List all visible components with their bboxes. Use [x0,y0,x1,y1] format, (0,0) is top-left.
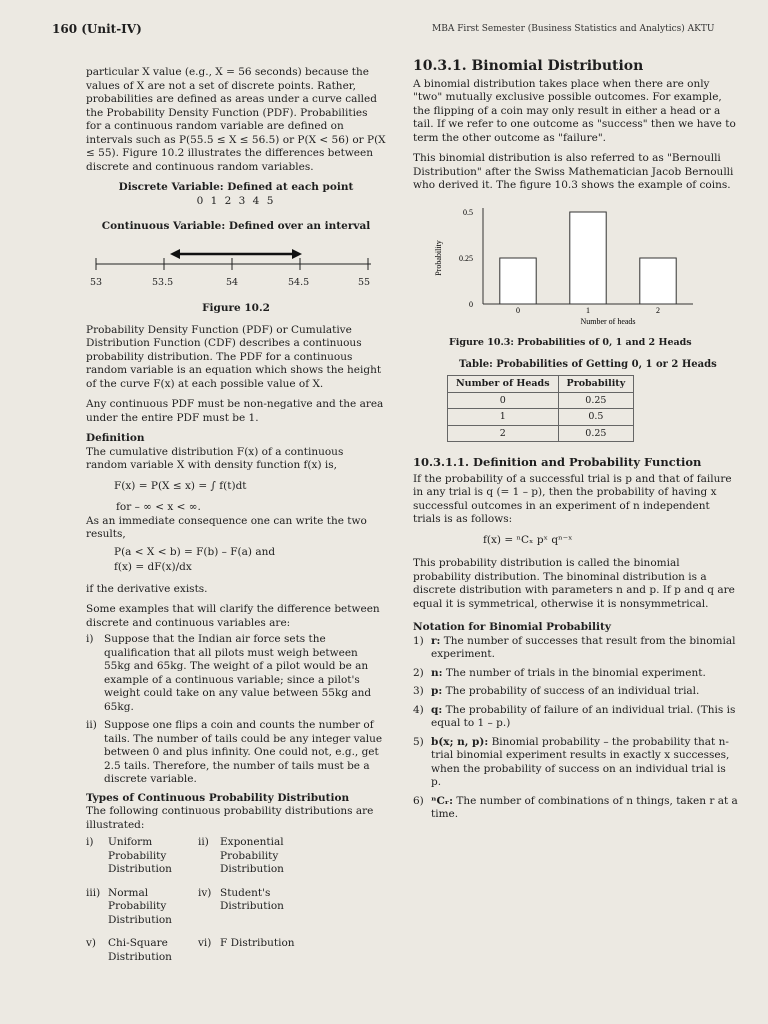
table-cell: 0.5 [558,409,634,426]
examples-intro: Some examples that will clarify the difference between discrete and continuous variables are: [86,603,380,629]
list-item: F Distribution [220,937,295,949]
list-item: Exponential Probability Distribution [220,836,284,875]
list-item: 1) r: The number of successes that result from the binomial experiment. [413,634,736,660]
section-heading [413,60,738,74]
derivative-note: if the derivative exists. [86,582,208,595]
pdf-rule: Any continuous PDF must be non-negative and the area under the entire PDF must be 1. [86,398,384,424]
list-item: 6) ⁿCᵣ: The number of combinations of n things, taken r at a time. [413,794,738,820]
table-cell: 2 [448,425,559,442]
x-tick-label: 1 [586,305,590,315]
tick-label: 55 [358,277,371,288]
bar [570,212,606,304]
discrete-points: 0 1 2 3 4 5 [196,194,276,207]
list-item: Chi-Square Distribution [108,937,172,963]
cdf-formula: F(x) = P(X ≤ x) = ∫ f(t)dt [114,479,247,492]
list-num: iv) [198,886,212,899]
distribution-list [86,836,386,964]
table-row [448,425,634,442]
list-num: v) [86,937,97,949]
definition-heading: Definition [86,432,145,444]
tick-label: 54 [226,277,239,288]
list-num: vi) [198,937,212,949]
list-item: 2) n: The number of trials in the binomial experiment. [413,666,706,679]
table-caption: Table: Probabilities of Getting 0, 1 or 2 Heads [459,358,717,370]
axis-tick-labels [86,276,386,290]
continuous-figure [86,220,386,298]
list-item: Uniform Probability Distribution [108,836,172,875]
y-tick-label: 0.5 [463,207,473,217]
table-row [448,409,634,426]
definition-text: If the probability of a successful trial is p and that of failure in any trial is q (= 1 – p), then the probability of having x successful outcomes in an experiment of n independent trials is as follows: [413,472,732,525]
x-tick-label: 0 [516,305,520,315]
left-column [86,66,386,964]
list-num: ii) [198,836,209,848]
list-item: Normal Probability Distribution [108,886,172,926]
chart-svg [413,200,713,330]
bernoulli-paragraph: This binomial distribution is also referred to as "Bernoulli Distribution" after the Swiss Mathematician Jacob Bernoulli who derived it. The figure 10.3 shows the example of coins. [413,152,734,191]
discrete-label: Discrete Variable: Defined at each point [118,181,354,193]
number-line [86,246,386,298]
types-intro: The following continuous probability distributions are illustrated: [86,805,374,831]
table-row [448,392,634,409]
arrow-right-head [292,249,302,259]
list-item: 5) b(x; n, p): Binomial probability – the probability that n-trial binomial experiment results in exactly x successes, when the probability of success on an individual trial is p. [413,735,730,788]
binomial-intro: A binomial distribution takes place when there are only "two" mutually exclusive possible outcomes. For example, the flipping of a coin may only result in either a head or a tail. If we refer to one outcome as "success" then we have to term the other outcome as "failure". [413,77,736,144]
list-item: ii) Suppose one flips a coin and counts the number of tails. The number of tails could be any integer value between 0 and plus infinity. One could not, e.g., get 2.5 tails. Therefore, the number of tails must be a discrete variable. [86,719,383,785]
continuous-label: Continuous Variable: Defined over an interval [101,220,371,232]
tick-label: 53 [90,277,103,288]
y-tick-label: 0.25 [459,253,473,263]
table-cell: 1 [448,409,559,426]
y-tick-label: 0 [469,299,473,309]
subsection-heading [413,456,738,470]
examples-list [86,633,386,787]
x-axis-label: Number of heads [580,316,636,326]
distribution-paragraph: This probability distribution is called the binomial probability distribution. The binominal distribution is a discrete distribution with parameters n and p. If p and q are equal it is symmetrical, otherwise it is nonsymmetrical. [413,557,735,610]
x-tick-label: 2 [656,305,660,315]
bar [640,258,676,304]
subsection-number: 10.3.1.1. [413,455,470,469]
interval-formula: P(a < X < b) = F(b) – F(a) and [114,545,276,558]
bar [500,258,536,304]
notation-list [413,635,738,822]
tick-label: 54.5 [288,277,310,288]
list-item: 4) q: The probability of failure of an individual trial. (This is equal to 1 – p.) [413,703,736,729]
section-number: 10.3.1. [413,58,467,74]
definition-text: The cumulative distribution F(x) of a continuous random variable X with density function f(x) is, [86,445,344,471]
column-header: Number of Heads [448,376,559,393]
table-cell: 0.25 [558,392,634,409]
right-column [413,60,738,827]
page-number: 160 (Unit-IV) [52,22,142,36]
probability-table [447,375,634,442]
table-cell: 0.25 [558,425,634,442]
formula-range: for – ∞ < x < ∞. [116,501,201,513]
intro-paragraph: particular X value (e.g., X = 56 seconds) because the values of X are not a set of discrete points. Rather, probabilities are defined as areas under a curve called the Probability Density Function (PDF). Probabilities for a continuous random variable are defined on intervals such as P(55.5 ≤ X ≤ 56.5) or P(X < 56) or P(X ≤ 55). Figure 10.2 illustrates the differences between discrete and continuous random variables. [86,66,386,173]
arrow-left-head [170,249,180,259]
formula-intro: As an immediate consequence one can write the two results, [86,514,367,540]
pdf-paragraph: Probability Density Function (PDF) or Cumulative Distribution Function (CDF) describes a continuous probability distribution. The PDF for a continuous random variable is an equation which shows the height of the curve F(x) at each possible value of X. [86,323,382,390]
y-axis-label: Probability [434,239,443,276]
types-heading: Types of Continuous Probability Distribution [86,791,350,804]
tick-label: 53.5 [152,277,174,288]
list-item: i) Suppose that the Indian air force sets the qualification that all pilots must weigh between 55kg and 65kg. The weight of a pilot would be an example of a continuous variable; since a pilot's weight could take on any value between 55kg and 65kg. [86,633,372,713]
section-title: Binomial Distribution [471,58,644,74]
figure-caption: Figure 10.2 [202,302,270,314]
column-header: Probability [558,376,634,393]
binomial-formula: f(x) = ⁿCₓ pˣ qⁿ⁻ˣ [483,533,573,546]
subsection-title: Definition and Probability Function [473,455,702,469]
derivative-formula: f(x) = dF(x)/dx [114,561,192,573]
list-num: i) [86,836,94,848]
list-item: 3) p: The probability of success of an individual trial. [413,685,700,697]
table-cell: 0 [448,392,559,409]
running-header: MBA First Semester (Business Statistics and Analytics) AKTU [432,24,715,34]
binomial-chart [413,200,738,335]
notation-heading: Notation for Binomial Probability [413,621,611,633]
chart-caption: Figure 10.3: Probabilities of 0, 1 and 2 Heads [449,337,692,348]
list-item: Student's Distribution [220,886,284,912]
list-num: iii) [86,886,101,899]
